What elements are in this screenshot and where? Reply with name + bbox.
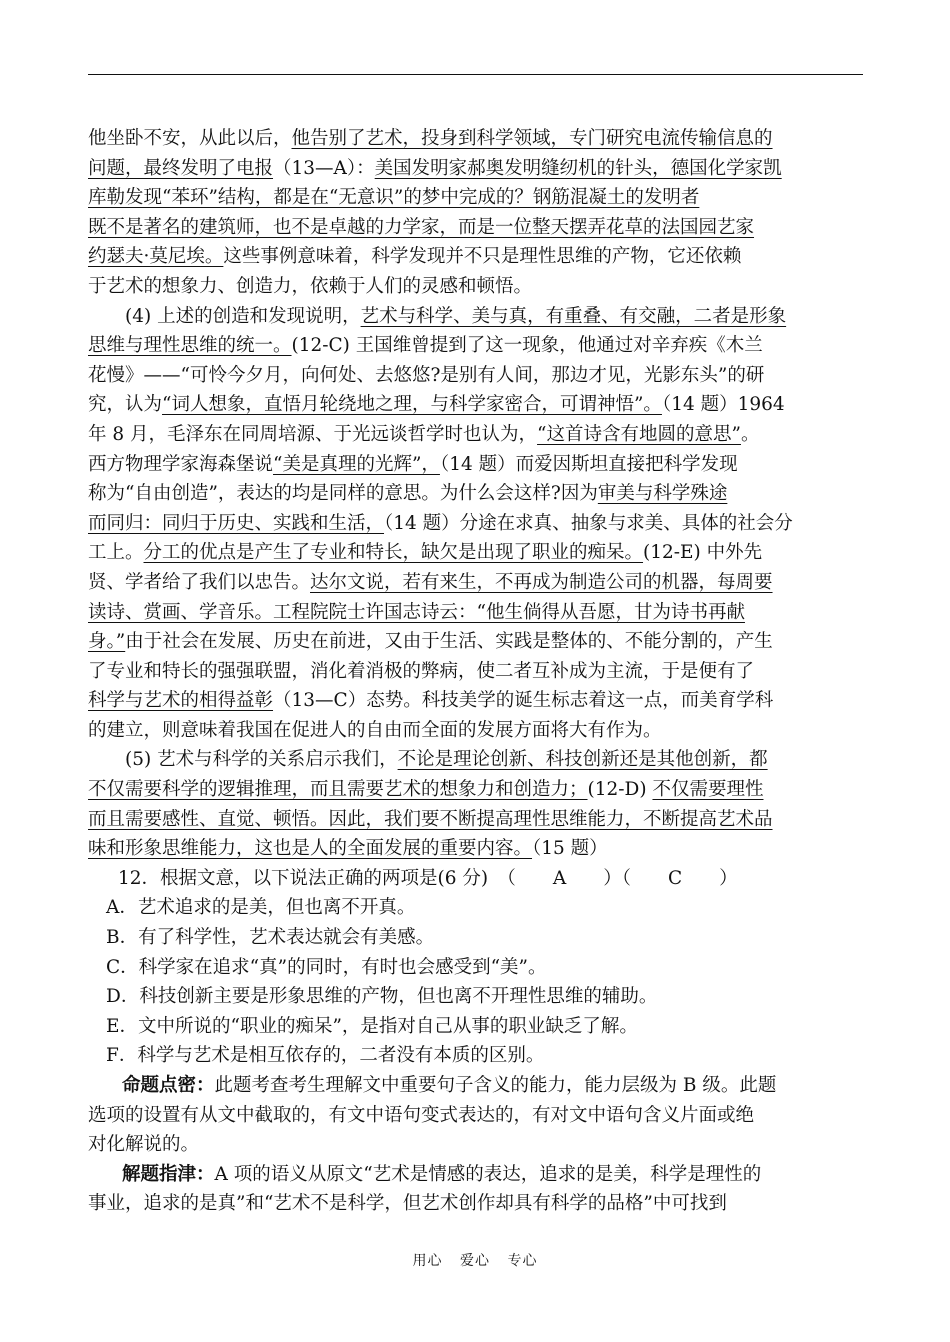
text-segment: 这些事例意味着，科学发现并不只是理性思维的产物，它还依赖 bbox=[223, 246, 742, 268]
text-segment: 他坐卧不安，从此以后， bbox=[88, 128, 292, 149]
text-line bbox=[88, 183, 868, 213]
underlined-text: 思维与理性思维的统一。 bbox=[88, 335, 292, 357]
text-line bbox=[88, 1101, 868, 1131]
text-segment: (12-C) 王国维曾提到了这一现象，他通过对辛弃疾《木兰 bbox=[291, 335, 763, 357]
text-line bbox=[88, 272, 868, 302]
page-footer bbox=[0, 1250, 950, 1270]
document-body bbox=[88, 124, 868, 1219]
text-line bbox=[88, 154, 868, 184]
header-rule bbox=[88, 74, 863, 75]
text-line bbox=[88, 242, 868, 272]
underlined-text: 他告别了艺术，投身到科学领域，专门研究电流传输信息的 bbox=[291, 128, 773, 149]
text-line bbox=[88, 805, 868, 835]
text-line bbox=[88, 1189, 868, 1219]
text-line bbox=[88, 834, 868, 864]
underlined-text: 读诗、赏画、学音乐。工程院院士许国志诗云：“他生倘得从吾愿，甘为诗书再献 bbox=[88, 601, 745, 623]
text-segment: 年 8 月，毛泽东在同周培源、于光远谈哲学时也认为， bbox=[88, 423, 538, 445]
text-segment: (12-D) bbox=[587, 779, 653, 801]
text-segment: （13—C）态势。科技美学的诞生标志着这一点，而美育学科 bbox=[273, 690, 774, 712]
underlined-text: “美是真理的光辉”， bbox=[273, 453, 440, 475]
underlined-text: 艺术与科学、美与真，有重叠、有交融，二者是形象 bbox=[360, 305, 787, 327]
text-segment: 于艺术的想象力、创造力，依赖于人们的灵感和顿悟。 bbox=[88, 275, 533, 297]
text-segment: 由于社会在发展、历史在前进，又由于生活、实践是整体的、不能分割的，产生 bbox=[125, 631, 773, 653]
text-line bbox=[88, 1160, 868, 1190]
text-line bbox=[88, 450, 868, 480]
text-segment: 对化解说的。 bbox=[88, 1134, 200, 1156]
text-segment: （15 题） bbox=[532, 838, 608, 860]
text-segment: 此题考查考生理解文中重要句子含义的能力，能力层级为 B 级。此题 bbox=[214, 1075, 777, 1096]
text-line bbox=[88, 598, 868, 628]
text-line bbox=[88, 568, 868, 598]
text-line bbox=[88, 716, 868, 746]
underlined-text: 库勒发现“苯环”结构，都是在“无意识”的梦中完成的？钢筋混凝土的发明者 bbox=[88, 187, 700, 209]
text-line bbox=[88, 657, 868, 687]
text-line bbox=[88, 627, 868, 657]
underlined-text: 问题，最终发明了电报 bbox=[88, 157, 274, 179]
text-segment: 的建立，则意味着我国在促进人的自由而全面的发展方面将大有作为。 bbox=[88, 719, 662, 741]
text-line bbox=[88, 361, 868, 391]
text-segment: 选项的设置有从文中截取的，有文中语句变式表达的，有对文中语句含义片面或绝 bbox=[88, 1104, 755, 1126]
text-line bbox=[88, 124, 868, 154]
text-segment: （14 题）1964 bbox=[661, 394, 785, 416]
text-segment: (4) 上述的创造和发现说明， bbox=[125, 305, 361, 327]
underlined-text: “这首诗含有地圆的意思” bbox=[537, 423, 741, 445]
text-line bbox=[88, 1041, 868, 1071]
text-line bbox=[88, 479, 868, 509]
underlined-text: 约瑟夫·莫尼埃。 bbox=[88, 246, 224, 268]
text-segment: A．艺术追求的是美，但也离不开真。 bbox=[106, 897, 416, 919]
text-segment: (5) 艺术与科学的关系启示我们， bbox=[125, 749, 398, 771]
text-segment: 称为“自由创造”，表达的均是同样的意思。为什么会这样?因为 bbox=[88, 483, 598, 505]
text-segment: 12．根据文意，以下说法正确的两项是(6 分) （ A ）（ C ） bbox=[118, 867, 738, 889]
underlined-text: 味和形象思维能力，这也是人的全面发展的重要内容。 bbox=[88, 838, 533, 860]
text-segment: 事业，追求的是真”和“艺术不是科学，但艺术创作却具有科学的品格”中可找到 bbox=[88, 1193, 727, 1215]
text-line bbox=[88, 509, 868, 539]
text-segment: 究，认为 bbox=[88, 394, 163, 416]
text-segment: 花慢》——“可怜今夕月，向何处、去悠悠?是别有人间，那边才见，光影东头”的研 bbox=[88, 364, 765, 386]
underlined-text: 既不是著名的建筑师，也不是卓越的力学家，而是一位整天摆弄花草的法国园艺家 bbox=[88, 216, 755, 238]
text-line bbox=[88, 538, 868, 568]
text-segment: 西方物理学家海森堡说 bbox=[88, 453, 274, 475]
text-line bbox=[88, 390, 868, 420]
text-line bbox=[88, 213, 868, 243]
text-line bbox=[88, 1071, 868, 1101]
text-segment: F．科学与艺术是相互依存的，二者没有本质的区别。 bbox=[106, 1045, 545, 1067]
text-segment: （14 题）分途在求真、抽象与求美、具体的社会分 bbox=[384, 512, 793, 534]
text-line bbox=[88, 893, 868, 923]
footer-item-1: 用心 bbox=[412, 1253, 443, 1269]
underlined-text: 美国发明家郝奥发明缝纫机的针头，德国化学家凯 bbox=[374, 157, 782, 179]
text-line bbox=[88, 1012, 868, 1042]
text-segment: (12-E) 中外先 bbox=[643, 542, 763, 564]
underlined-text: 不仅需要科学的逻辑推理，而且需要艺术的想象力和创造力； bbox=[88, 779, 588, 801]
text-segment: A 项的语义从原文“艺术是情感的表达，追求的是美，科学是理性的 bbox=[214, 1163, 762, 1185]
underlined-text: 科学与艺术的相得益彰 bbox=[88, 690, 274, 712]
text-segment: 了专业和特长的强强联盟，消化着消极的弊病，使二者互补成为主流，于是便有了 bbox=[88, 660, 755, 682]
text-segment: E．文中所说的“职业的痴呆”，是指对自己从事的职业缺乏了解。 bbox=[106, 1015, 638, 1037]
text-line bbox=[88, 1130, 868, 1160]
text-segment: 。 bbox=[740, 423, 760, 445]
text-line bbox=[88, 686, 868, 716]
text-line bbox=[88, 775, 868, 805]
footer-item-2: 爱心 bbox=[460, 1253, 490, 1269]
text-line bbox=[88, 864, 868, 894]
underlined-text: 分工的优点是产生了专业和特长，缺欠是出现了职业的痴呆。 bbox=[143, 542, 644, 564]
text-segment: C．科学家在追求“真”的同时，有时也会感受到“美”。 bbox=[106, 956, 547, 978]
text-segment: （14 题）而爱因斯坦直接把科学发现 bbox=[439, 453, 738, 475]
text-line bbox=[88, 923, 868, 953]
text-segment: B．有了科学性，艺术表达就会有美感。 bbox=[106, 927, 435, 949]
text-line bbox=[88, 745, 868, 775]
text-line bbox=[88, 953, 868, 983]
footer-item-3: 专心 bbox=[507, 1253, 538, 1269]
underlined-text: 而且需要感性、直觉、顿悟。因此，我们要不断提高理性思维能力，不断提高艺术品 bbox=[88, 808, 773, 830]
text-line bbox=[88, 982, 868, 1012]
text-segment: 贤、学者给了我们以忠告。 bbox=[88, 571, 311, 593]
underlined-text: 审美与科学殊途 bbox=[597, 483, 728, 505]
underlined-text: 不论是理论创新、科技创新还是其他创新，都 bbox=[397, 749, 768, 771]
text-line bbox=[88, 331, 868, 361]
text-segment: D．科技创新主要是形象思维的产物，但也离不开理性思维的辅助。 bbox=[106, 986, 658, 1008]
bold-label: 命题点密： bbox=[122, 1075, 215, 1096]
underlined-text: 不仅需要理性 bbox=[652, 779, 764, 801]
underlined-text: “词人想象，直悟月轮绕地之理，与科学家密合，可谓神悟”。 bbox=[162, 394, 662, 416]
text-line bbox=[88, 302, 868, 332]
text-line bbox=[88, 420, 868, 450]
underlined-text: 身。” bbox=[88, 631, 126, 653]
text-segment: （13—A）： bbox=[273, 157, 375, 179]
bold-label: 解题指津： bbox=[122, 1163, 215, 1185]
text-segment: 工上。 bbox=[88, 542, 144, 564]
underlined-text: 而同归：同归于历史、实践和生活， bbox=[88, 512, 385, 534]
underlined-text: 达尔文说，若有来生，不再成为制造公司的机器，每周要 bbox=[310, 571, 773, 593]
